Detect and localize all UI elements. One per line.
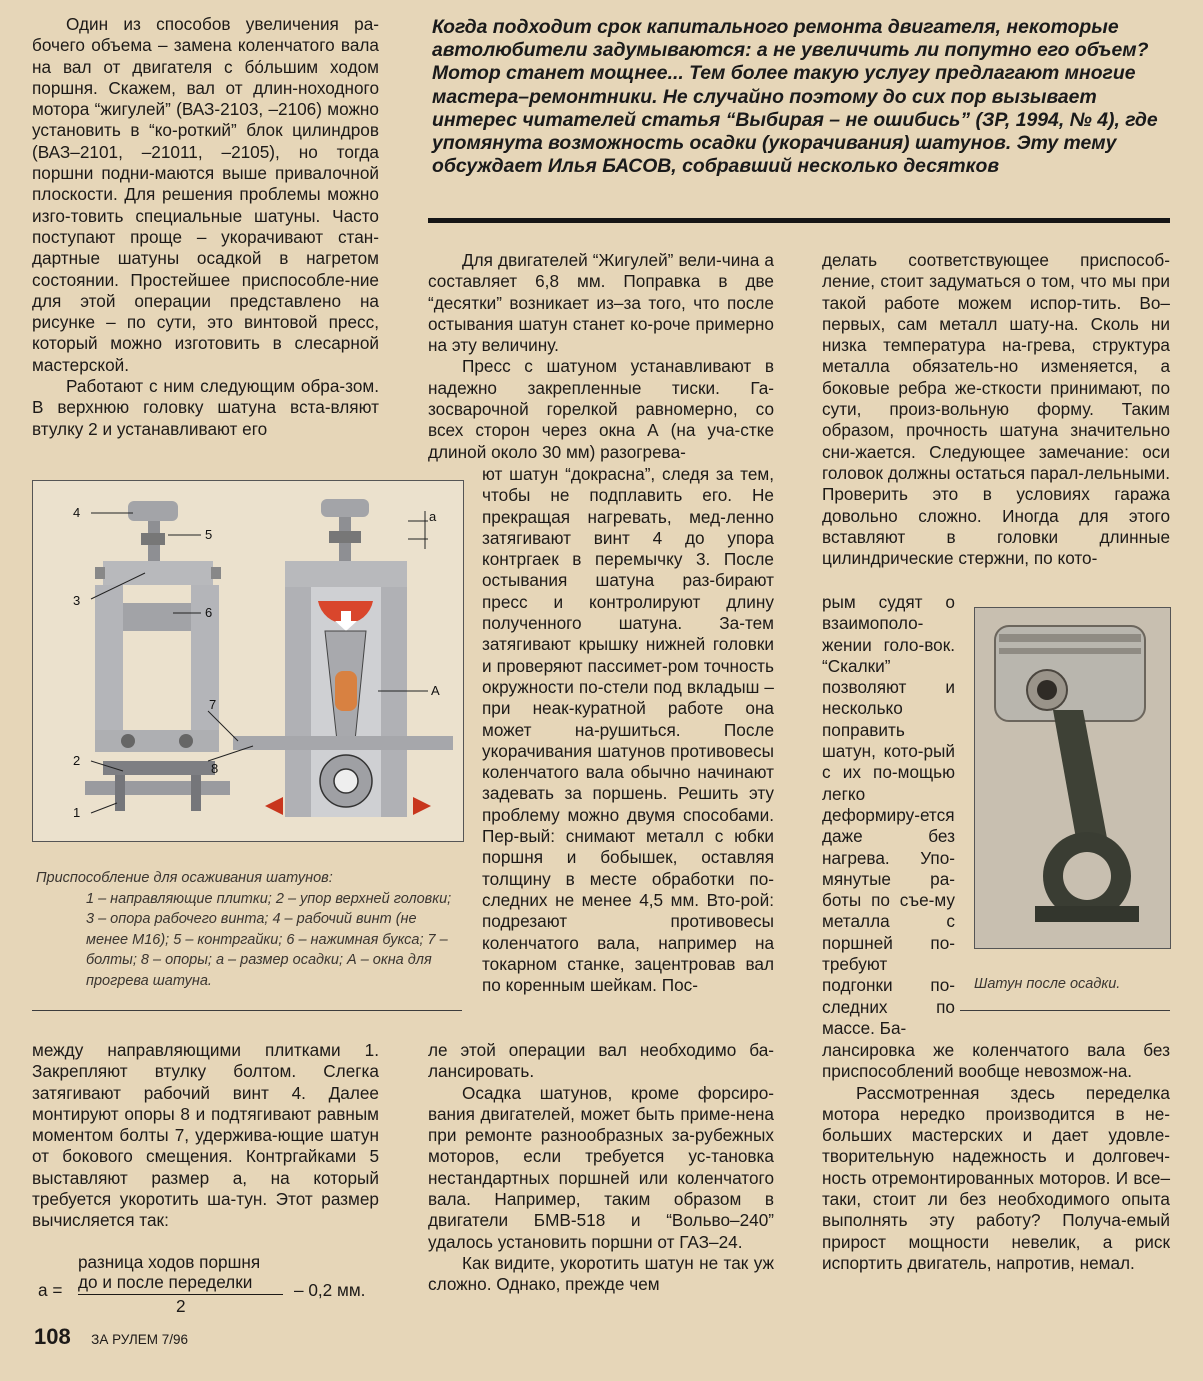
column-2-bottom bbox=[428, 1040, 774, 1296]
photo-rule bbox=[960, 1010, 1170, 1011]
diagram-label-A: A bbox=[431, 683, 440, 698]
paragraph: Как видите, укоротить шатун не так уж сложно. Однако, прежде чем bbox=[428, 1252, 774, 1295]
lead-divider bbox=[428, 218, 1170, 223]
diagram-label-4: 4 bbox=[73, 505, 81, 520]
paragraph: Для двигателей “Жигулей” вели-чина а составляет 6,8 мм. Поправка в две “десятки” возникает из–за того, что после остывания шатун станет ко-роче примерно на эту величину. bbox=[428, 250, 774, 356]
paragraph: ют шатун “докрасна”, следя за тем, чтобы не подплавить его. Не прекращая нагревать, мед-ленно затягивают винт 4 до упора контргаек в перемычку 3. После остывания шатуна раз-бирают пресс и контролируют длину полученного шатуна. За-тем затягивают крышку нижней головки и проверяют пассимет-ром точность окружности по-стели под вкладыш – при неак-куратной работе она может на-рушиться. После укорачивания шатунов противовесы коленчатого вала обычно начинают задевать за поршень. Решить эту проблему можно двумя способами. Пер-вый: снимают металл с юбки поршня и бобышек, оставляя толщину в месте обработки по-следних не менее 4,5 мм. Вто-рой: подрезают противовесы коленчатого вала, например на токарном станке, зацентровав вал по коренным шейкам. Пос- bbox=[482, 464, 774, 996]
diagram-label-a: a bbox=[429, 509, 437, 524]
diagram-label-8: 8 bbox=[211, 761, 219, 776]
press-diagram-drawing bbox=[33, 481, 463, 841]
page-footer bbox=[34, 1324, 188, 1350]
paragraph: Пресс с шатуном устанавливают в надежно закрепленные тиски. Га-зосварочной горелкой равномерно, со всех сторон через окна А (на уча-стке длиной около 30 мм) разогрева- bbox=[428, 356, 774, 462]
column-2-top bbox=[428, 250, 774, 463]
connecting-rod-image bbox=[975, 608, 1170, 948]
magazine-issue: ЗА РУЛЕМ 7/96 bbox=[91, 1332, 189, 1347]
formula bbox=[38, 1250, 408, 1320]
column-2-narrow bbox=[482, 464, 774, 996]
formula-numerator-2: до и после переделки bbox=[78, 1272, 253, 1292]
column-1-top bbox=[32, 14, 379, 440]
connecting-rod-photo bbox=[974, 607, 1171, 949]
diagram-label-5: 5 bbox=[205, 527, 213, 542]
article-lead: Когда подходит срок капитального ремонта двигателя, некоторые автолюбители задумываются: а не увеличить ли попутно его объем? Мотор станет мощнее... Тем более такую услугу предлагают многие мастера–ремонтники. Не случайно поэтому до сих пор вызывает интерес читателей статья “Выбирая – не ошибись” (ЗР, 1994, № 4), где упомянута возможность осадки (укорачивания) шатунов. Эту тему обсуждает Илья БАСОВ, собравший несколько десятков bbox=[432, 16, 1158, 178]
diagram-label-2: 2 bbox=[73, 753, 81, 768]
photo-caption: Шатун после осадки. bbox=[974, 976, 1121, 992]
paragraph: рым судят о взаимополо-жении голо-вок. “Скалки” позволяют и несколько поправить шатун, кото-рый с их по-мощью легко деформиру-ется даже без нагрева. Упо-мянутые ра-боты по съе-му металла с поршней по-требуют подгонки по-следних по массе. Ба- bbox=[822, 592, 955, 1038]
press-diagram bbox=[32, 480, 464, 842]
column-3-bottom bbox=[822, 1040, 1170, 1274]
paragraph: Один из способов увеличения ра-бочего объема – замена коленчатого вала на вал от двигателя с бо́льшим ходом поршня. Скажем, вал от длин-ноходного мотора “жигулей” (ВАЗ-2103, –2106) можно установить в “ко-роткий” блок цилиндров (ВАЗ–2101, –21011, –2105), но тогда поршни подни-маются выше привалочной плоскости. Для решения проблемы можно изго-товить специальные шатуны. Часто поступают проще – укорачивают стан-дартные шатуны осадкой в нагретом состоянии. Простейшее приспособле-ние для этой операции представлено на рисунке – по сути, это винтовой пресс, который можно изготовить в слесарной мастерской. bbox=[32, 14, 379, 375]
paragraph: лансировка же коленчатого вала без приспособлений вообще невозмож-на. bbox=[822, 1040, 1170, 1082]
paragraph: Рассмотренная здесь переделка мотора нередко производится в не-больших мастерских и дает удовле-творительную надежность и долговеч-ность отремонтированных моторов. И все–таки, стоит ли без необходимого опыта выполнять эту работу? Получа-емый прирост мощности невелик, а риск испортить двигатель, напротив, немал. bbox=[822, 1082, 1170, 1273]
figure-caption-title: Приспособление для осаживания шатунов: bbox=[36, 870, 333, 886]
formula-fraction-bar bbox=[78, 1294, 283, 1295]
formula-numerator-1: разница ходов поршня bbox=[78, 1252, 261, 1272]
caption-rule bbox=[32, 1010, 462, 1011]
formula-denominator: 2 bbox=[176, 1296, 186, 1316]
diagram-label-6: 6 bbox=[205, 605, 213, 620]
column-3-narrow bbox=[822, 592, 955, 1039]
figure-caption bbox=[36, 868, 458, 991]
diagram-label-1: 1 bbox=[73, 805, 81, 820]
formula-rhs: – 0,2 мм. bbox=[294, 1280, 366, 1300]
paragraph: делать соответствующее приспособ-ление, стоит задуматься о том, что мы при такой работе можем испор-тить. Во–первых, сам металл шату-на. Сколь ни низка температура на-грева, структура металла обязатель-но изменяется, а боковые ребра же-сткости принимают, по сути, произ-вольную форму. Таким образом, прочность шатуна значительно сни-жается. Следующее замечание: оси головок должны остаться парал-лельными. Проверить это в условиях гаража довольно сложно. Иногда для этого вставляют в головки длинные цилиндрические стержни, по кото- bbox=[822, 250, 1170, 569]
column-3-top bbox=[822, 250, 1170, 569]
paragraph: Работают с ним следующим обра-зом. В верхнюю головку шатуна вста-вляют втулку 2 и устанавливают его bbox=[32, 376, 379, 439]
page-number: 108 bbox=[34, 1324, 71, 1349]
column-1-bottom bbox=[32, 1040, 379, 1232]
formula-lhs: а = bbox=[38, 1280, 63, 1300]
diagram-label-7: 7 bbox=[209, 697, 217, 712]
diagram-label-3: 3 bbox=[73, 593, 81, 608]
paragraph: Осадка шатунов, кроме форсиро-вания двигателей, может быть приме-нена при ремонте разнообразных за-рубежных моторов, если требуется ус-тановка нестандартных поршней или коленчатого вала. Например, таким образом в двигатели БМВ-518 и “Вольво–240” удалось установить поршни от ГАЗ–24. bbox=[428, 1082, 774, 1252]
paragraph: между направляющими плитками 1. Закрепляют втулку болтом. Слегка затягивают рабочий винт 4. Далее монтируют опоры 8 и подтягивают равным моментом болты 7, удержива-ющие шатун от бокового смещения. Контргайками 5 выставляют размер а, на который требуется укоротить ша-тун. Этот размер вычисляется так: bbox=[32, 1040, 379, 1231]
paragraph: ле этой операции вал необходимо ба-лансировать. bbox=[428, 1040, 774, 1082]
figure-caption-body: 1 – направляющие плитки; 2 – упор верхней головки; 3 – опора рабочего винта; 4 – рабочий винт (не менее М16); 5 – контргайки; 6 – нажимная букса; 7 – болты; 8 – опоры; а – размер осадки; А – окна для прогрева шатуна. bbox=[86, 890, 452, 989]
